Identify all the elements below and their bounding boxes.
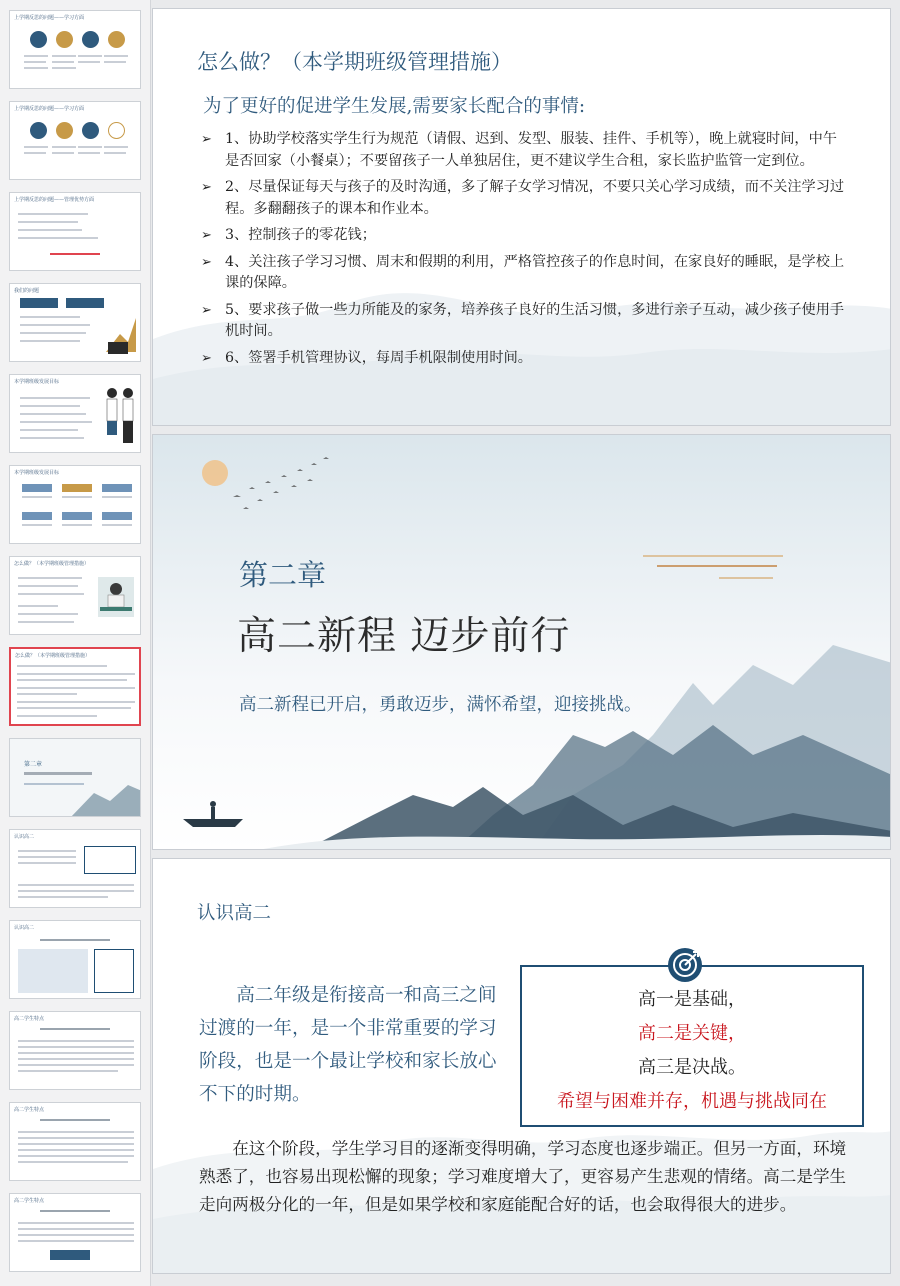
slide-thumbnail-11[interactable] (9, 920, 141, 999)
box-line-2: 高二是关键， (638, 1023, 746, 1044)
study-desk-illustration-icon (96, 575, 136, 619)
thumbnail-title: 上学期反思的问题——学习方面 (14, 15, 85, 21)
box-highlight: 希望与困难并存，机遇与挑战同在 (557, 1091, 827, 1112)
arrow-bullet-icon: ➢ (201, 302, 212, 318)
chapter-title: 高二新程 迈步前行 (237, 614, 571, 659)
list-item: ➢ 4、关注孩子学习习惯、周末和假期的利用，严格管控孩子的作息时间，在家良好的睡眠，是学校上课的保障。 (201, 253, 845, 291)
slide-thumbnail-2[interactable] (9, 101, 141, 180)
slide-thumbnail-8-active[interactable] (9, 647, 141, 726)
slide-thumbnail-3[interactable] (9, 192, 141, 271)
list-item: ➢ 3、控制孩子的零花钱； (199, 225, 845, 247)
intro-paragraph: 高二年级是衔接高一和高三之间过渡的一年，是一个非常重要的学习阶段，也是一个最让学校和家长放心不下的时期。 (199, 985, 497, 1105)
detail-paragraph: 在这个阶段，学生学习目的逐渐变得明确，学习态度也逐步端正。但另一方面，环境熟悉了，也容易出现松懈的现象；学习难度增大了，更容易产生悲观的情绪。高二是学生走向两极分化的一年，但是如果学校和家庭能配合好的话，也会取得很大的进步。 (199, 1139, 847, 1214)
slide-thumbnail-1[interactable] (9, 10, 141, 89)
thumbnail-title: 第二章 (24, 761, 43, 768)
arrow-bullet-icon: ➢ (201, 180, 212, 195)
slide-thumbnail-7[interactable] (9, 556, 141, 635)
slide-thumbnail-13[interactable] (9, 1102, 141, 1181)
slide-subtitle: 为了更好的促进学生发展,需要家长配合的事情: (203, 96, 586, 117)
thumbnail-title: 我们的问题 (14, 288, 40, 294)
box-line-1: 高一是基础， (638, 989, 746, 1010)
arrow-bullet-icon: ➢ (201, 132, 212, 147)
slide-chapter-two[interactable] (152, 434, 891, 850)
thumbnail-title: 本学期班级发展目标 (14, 470, 60, 476)
arrow-bullet-icon: ➢ (201, 350, 212, 366)
thumbnail-title: 怎么做？（本学期班级管理措施） (14, 561, 90, 567)
growth-illustration-icon (102, 312, 138, 356)
slide-thumbnail-9[interactable] (9, 738, 141, 817)
slide-thumbnail-panel[interactable] (0, 0, 151, 1286)
arrow-bullet-icon: ➢ (201, 228, 212, 243)
thumbnail-title: 本学期班级发展目标 (14, 379, 60, 385)
slide-title: 怎么做？（本学期班级管理措施） (197, 50, 512, 74)
measures-list (199, 129, 845, 374)
thumbnail-title: 怎么做？（本学期班级管理措施） (15, 653, 91, 659)
list-item: ➢ 5、要求孩子做一些力所能及的家务，培养孩子良好的生活习惯，多进行亲子互动，减少孩子使用手机时间。 (201, 301, 845, 339)
list-item: ➢ 1、协助学校落实学生行为规范（请假、迟到、发型、服装、挂件、手机等），晚上就寝时间，中午是否回家（小餐桌）；不要留孩子一人单独居住，更不建议学生合租，家长监护监管一定到位。 (201, 131, 837, 169)
thumbnail-title: 高二学生特点 (14, 1016, 45, 1022)
thumbnail-title: 认识高二 (14, 925, 35, 931)
slide-understand-grade-two[interactable] (152, 858, 891, 1274)
thumbnail-title: 高二学生特点 (14, 1198, 45, 1204)
box-line-3: 高三是决战。 (638, 1057, 746, 1078)
slide-thumbnail-5[interactable] (9, 374, 141, 453)
students-illustration-icon (100, 383, 140, 451)
slide-management-measures[interactable] (152, 8, 891, 426)
thumbnail-title: 上学期反思的问题——学习方面 (14, 106, 85, 112)
sun-icon (202, 460, 228, 486)
slide-thumbnail-14[interactable] (9, 1193, 141, 1272)
slide-thumbnail-10[interactable] (9, 829, 141, 908)
mountain-thumbnail-art (10, 739, 141, 817)
arrow-bullet-icon: ➢ (201, 254, 212, 270)
chapter-label: 第二章 (239, 558, 327, 592)
key-message-box (520, 965, 864, 1127)
thumbnail-title: 认识高二 (14, 834, 35, 840)
slide-thumbnail-12[interactable] (9, 1011, 141, 1090)
target-icon (667, 947, 703, 983)
list-item: ➢ 2、尽量保证每天与孩子的及时沟通，多了解子女学习情况，不要只关心学习成绩，而不关注学习过程。多翻翻孩子的课本和作业本。 (201, 179, 845, 217)
thumbnail-title: 高二学生特点 (14, 1107, 45, 1113)
slide-title: 认识高二 (197, 903, 272, 924)
thumbnail-title: 上学期反思的问题——管理优势方面 (14, 197, 95, 203)
list-item: ➢ 6、签署手机管理协议，每周手机限制使用时间。 (199, 348, 845, 370)
slide-thumbnail-6[interactable] (9, 465, 141, 544)
chapter-subtitle: 高二新程已开启，勇敢迈步，满怀希望，迎接挑战。 (239, 695, 642, 715)
slide-thumbnail-4[interactable] (9, 283, 141, 362)
